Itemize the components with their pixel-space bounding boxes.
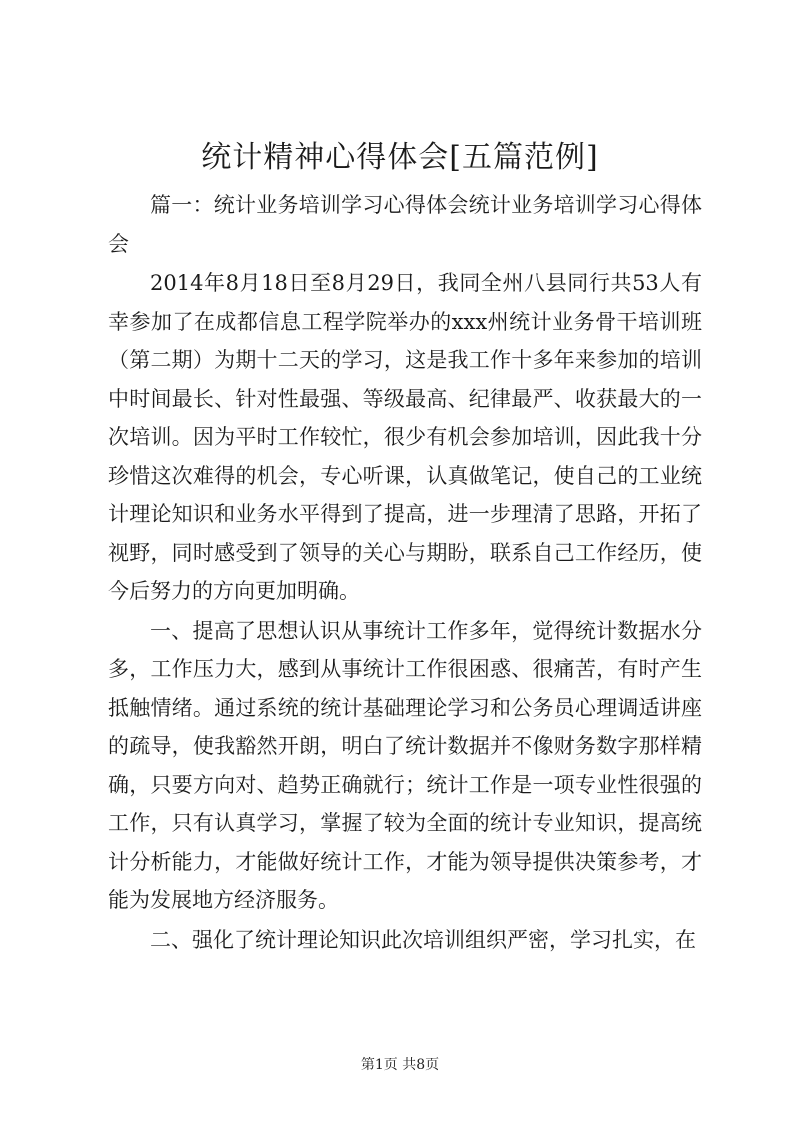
document-title: 统计精神心得体会[五篇范例] [201,140,599,175]
paragraph-section-two: 二、强化了统计理论知识此次培训组织严密，学习扎实，在 [150,927,696,952]
paragraph-article-heading: 篇一：统计业务培训学习心得体会统计业务培训学习心得体会 [108,193,702,256]
document-body [108,186,702,959]
page-footer: 第1页 共8页 [360,1057,440,1073]
paragraph-intro: 2014年8月18日至8月29日，我同全州八县同行共53人有幸参加了在成都信息工程学院举办的xxx州统计业务骨干培训班（第二期）为期十二天的学习，这是我工作十多年来参加的培训中时间最长、针对性最强、等级最高、纪律最严、收获最大的一次培训。因为平时工作较忙，很少有机会参加培训，因此我十分珍惜这次难得的机会，专心听课，认真做笔记，使自己的工业统计理论知识和业务水平得到了提高，进一步理清了思路，开拓了视野，同时感受到了领导的关心与期盼，联系自己工作经历，使今后努力的方向更加明确。 [108,271,702,603]
paragraph-section-one: 一、提高了思想认识从事统计工作多年，觉得统计数据水分多，工作压力大，感到从事统计工作很困惑、很痛苦，有时产生抵触情绪。通过系统的统计基础理论学习和公务员心理调适讲座的疏导，使我豁然开朗，明白了统计数据并不像财务数字那样精确，只要方向对、趋势正确就行；统计工作是一项专业性很强的工作，只有认真学习，掌握了较为全面的统计专业知识，提高统计分析能力，才能做好统计工作，才能为领导提供决策参考，才能为发展地方经济服务。 [108,618,702,912]
